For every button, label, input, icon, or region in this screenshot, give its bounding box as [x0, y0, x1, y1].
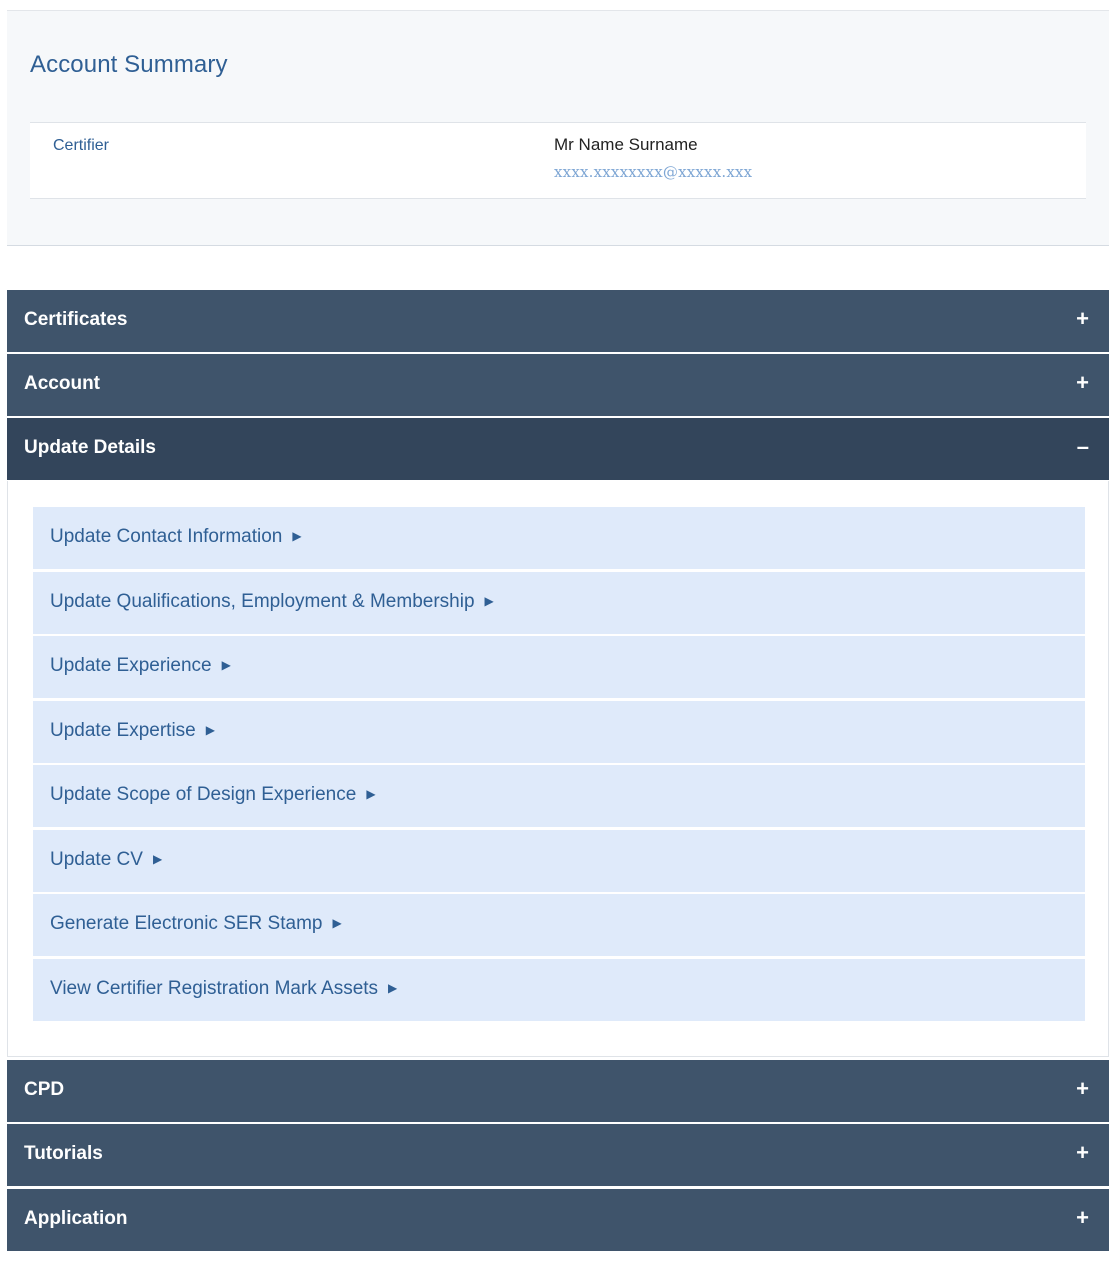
generate-electronic-ser-stamp-link[interactable]	[33, 894, 1085, 956]
panel-title-cpd: CPD	[24, 1079, 65, 1100]
update-experience-link[interactable]	[33, 636, 1085, 698]
link-text: View Certifier Registration Mark Assets	[50, 978, 379, 999]
panel-header-application[interactable]	[7, 1189, 1109, 1251]
link-text: Update CV	[50, 849, 143, 870]
link-label	[50, 720, 215, 742]
panel-header-certificates[interactable]	[7, 290, 1109, 352]
link-text: Update Qualifications, Employment & Membership	[50, 591, 475, 612]
arrow-right-icon: ▶	[292, 529, 302, 543]
update-details-panel-body	[7, 481, 1109, 1057]
link-label	[50, 591, 494, 613]
certifier-label: Certifier	[53, 137, 110, 154]
panel-title-update-details: Update Details	[24, 437, 156, 458]
update-cv-link[interactable]	[33, 830, 1085, 892]
expand-icon: +	[1076, 370, 1089, 395]
account-summary-section	[7, 10, 1109, 246]
link-label	[50, 784, 376, 806]
expand-icon: +	[1076, 1140, 1089, 1165]
panel-title-tutorials: Tutorials	[24, 1143, 103, 1164]
link-label	[50, 526, 302, 548]
update-qualifications-link[interactable]	[33, 572, 1085, 634]
arrow-right-icon: ▶	[484, 594, 494, 608]
link-label	[50, 655, 231, 677]
panel-title-application: Application	[24, 1208, 128, 1229]
expand-icon: +	[1076, 306, 1089, 331]
update-contact-information-link[interactable]	[33, 507, 1085, 569]
link-label	[50, 913, 342, 935]
link-text: Update Contact Information	[50, 526, 283, 547]
certifier-name: Mr Name Surname	[554, 135, 698, 154]
panel-title-certificates: Certificates	[24, 309, 128, 330]
panel-header-update-details[interactable]	[7, 418, 1109, 480]
view-certifier-registration-mark-assets-link[interactable]	[33, 959, 1085, 1021]
link-text: Generate Electronic SER Stamp	[50, 913, 323, 934]
arrow-right-icon: ▶	[366, 787, 376, 801]
panel-header-account[interactable]	[7, 354, 1109, 416]
expand-icon: +	[1076, 1076, 1089, 1101]
account-summary-table	[30, 122, 1086, 199]
update-scope-of-design-experience-link[interactable]	[33, 765, 1085, 827]
panel-header-tutorials[interactable]	[7, 1124, 1109, 1186]
arrow-right-icon: ▶	[152, 852, 163, 866]
link-text: Update Experience	[50, 655, 212, 676]
panel-title-account: Account	[24, 373, 100, 394]
arrow-right-icon: ▶	[332, 916, 342, 930]
arrow-right-icon: ▶	[221, 658, 231, 672]
link-text: Update Expertise	[50, 720, 196, 741]
update-expertise-link[interactable]	[33, 701, 1085, 763]
certifier-email-link[interactable]: xxxx.xxxxxxxx@xxxxx.xxx	[554, 163, 753, 181]
link-text: Update Scope of Design Experience	[50, 784, 357, 805]
link-label	[50, 849, 162, 871]
arrow-right-icon: ▶	[388, 981, 398, 995]
account-summary-title: Account Summary	[30, 51, 228, 78]
expand-icon: +	[1076, 1205, 1089, 1230]
collapse-icon: –	[1076, 434, 1089, 459]
arrow-right-icon: ▶	[205, 723, 215, 737]
panel-header-cpd[interactable]	[7, 1060, 1109, 1122]
link-label	[50, 978, 397, 1000]
